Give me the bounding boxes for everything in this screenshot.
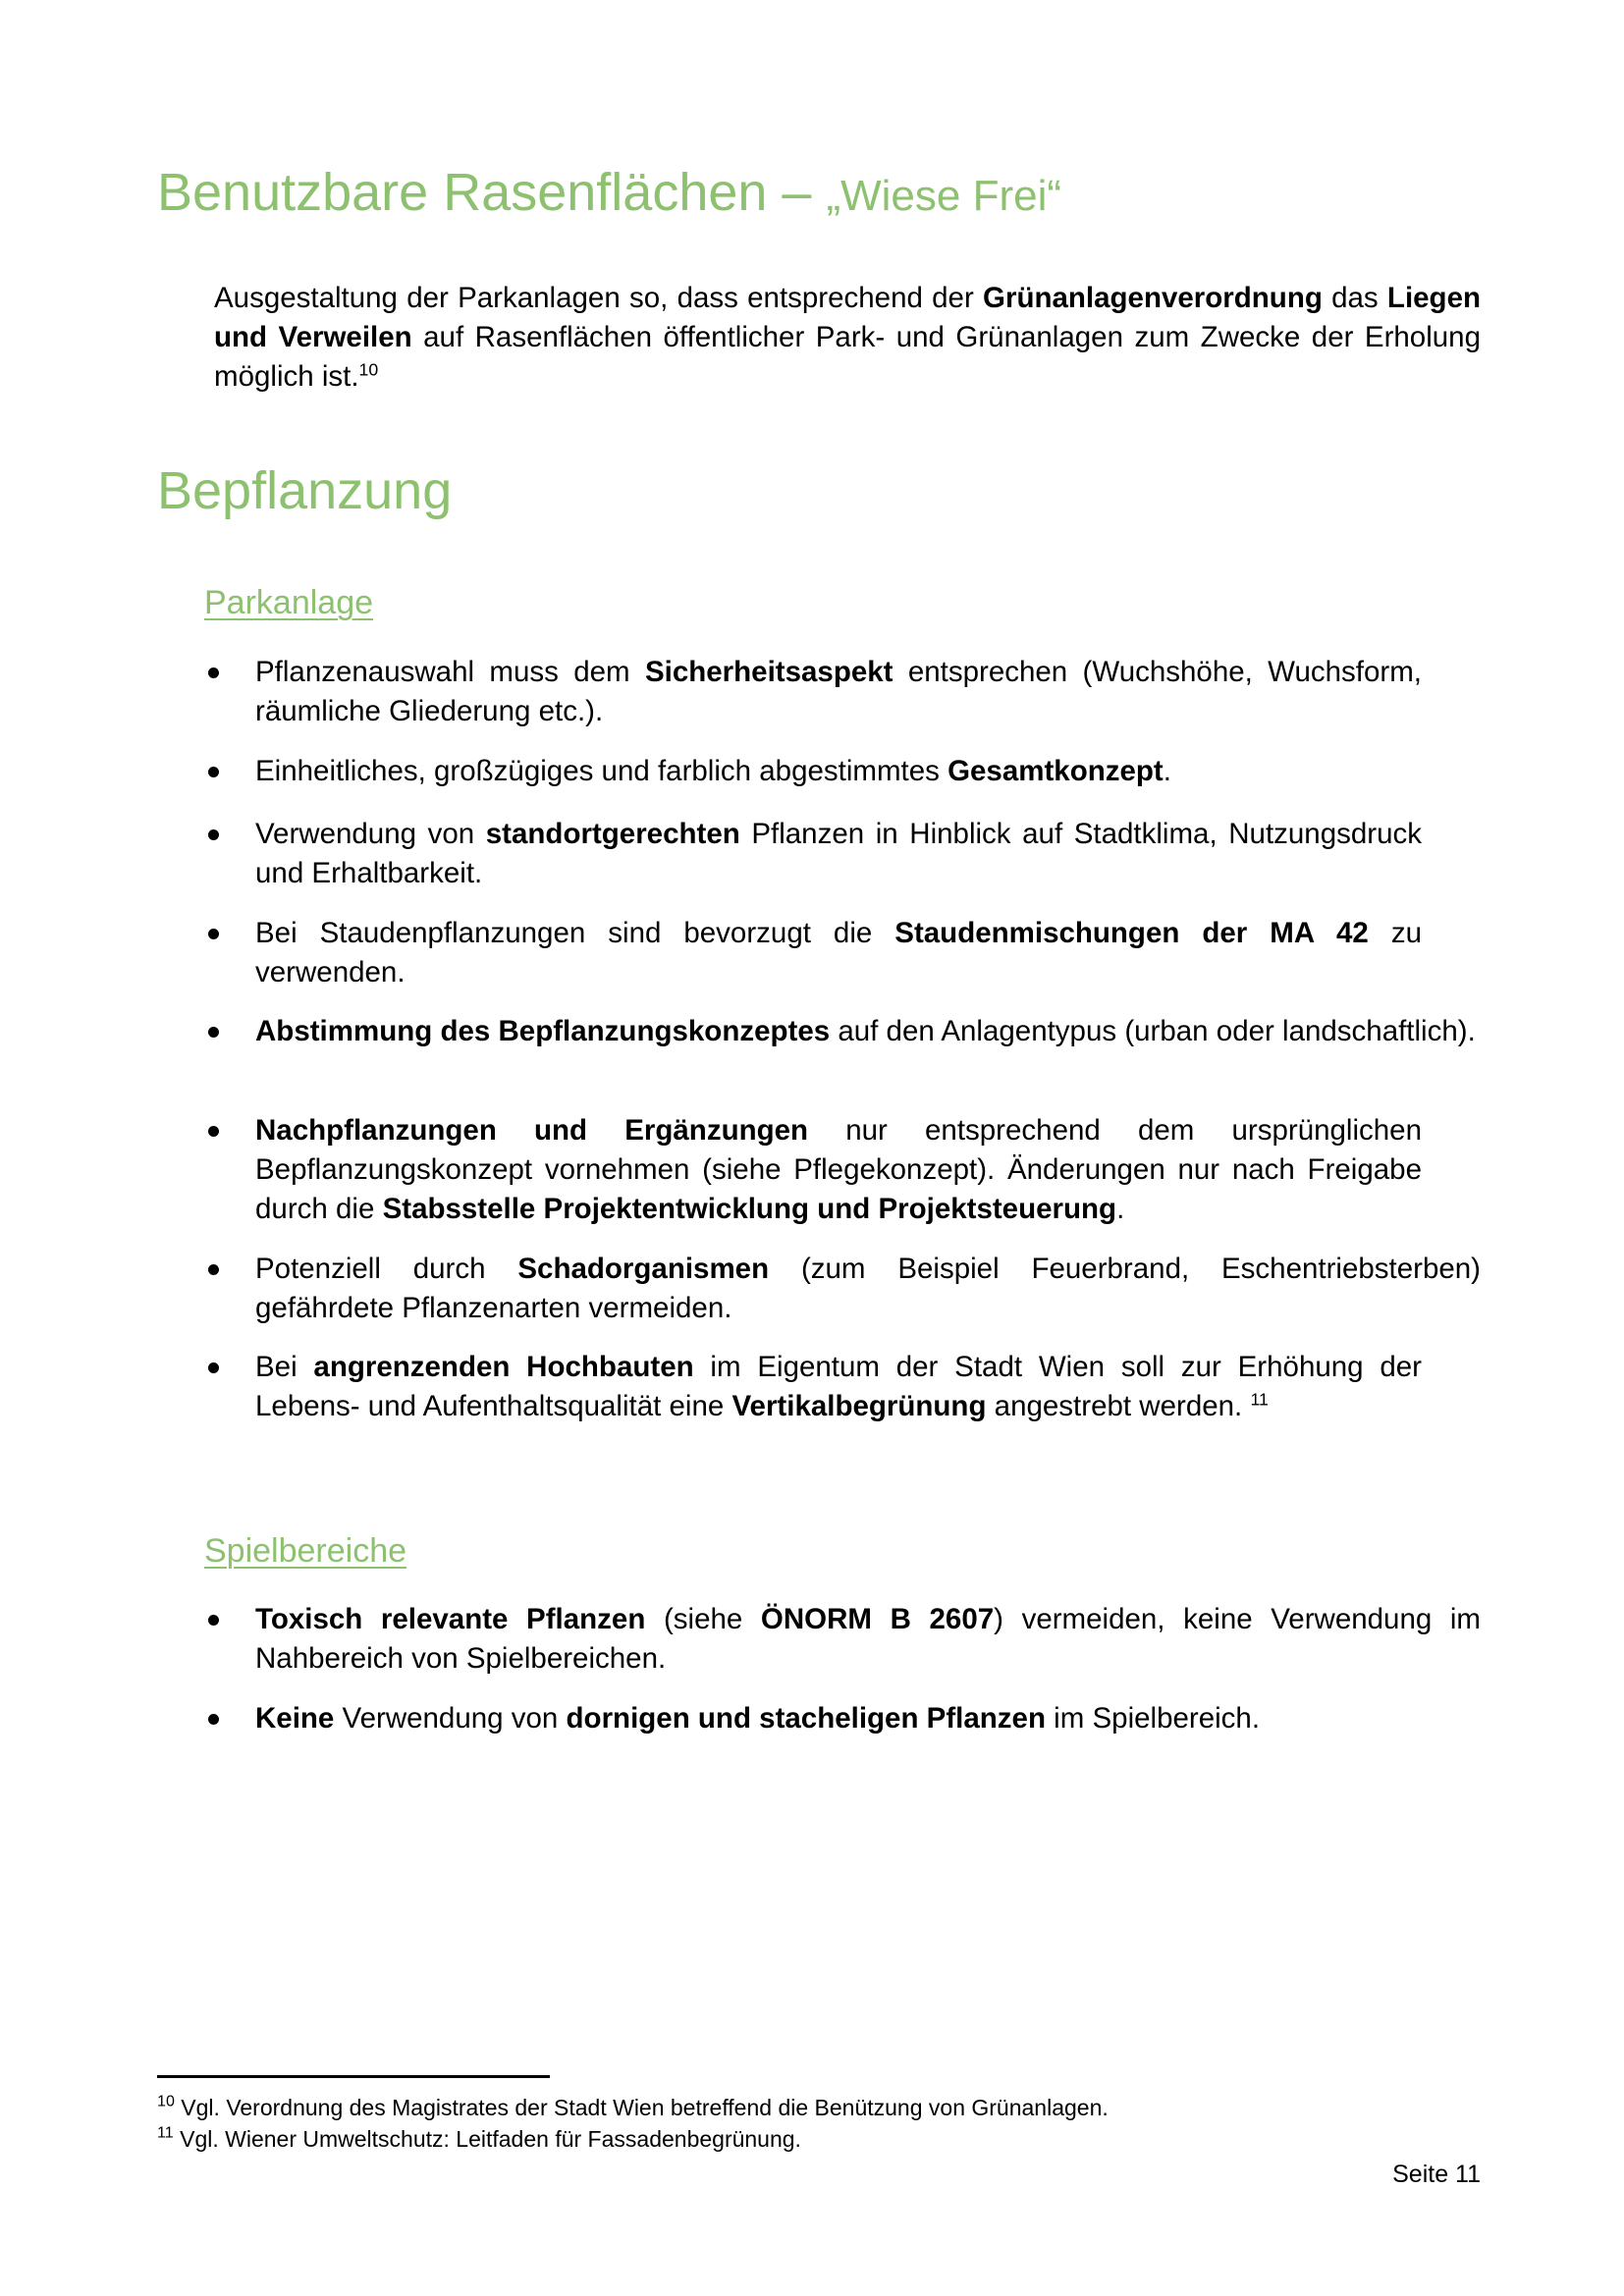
bold-run: Stabsstelle Projektentwicklung und Projektsteuerung xyxy=(382,1193,1117,1225)
text-run: im Spielbereich. xyxy=(1045,1702,1261,1735)
footnote-10 xyxy=(157,2093,1109,2122)
footnote-number: 10 xyxy=(157,2092,175,2110)
footnote-separator xyxy=(157,2075,550,2078)
list-item xyxy=(204,653,1422,731)
paragraph-wiese-frei xyxy=(214,279,1481,397)
footnote-number: 11 xyxy=(157,2123,174,2142)
text-run: Pflanzen in Hinblick auf Stadtklima, Nutzungsdruck und Erhaltbarkeit. xyxy=(255,818,1423,889)
bold-run: Nachpflanzungen und Ergänzungen xyxy=(255,1114,809,1147)
bold-run: Abstimmung des Bepflanzungskonzeptes xyxy=(255,1015,831,1047)
bold-run: Schadorganismen xyxy=(517,1253,770,1285)
text-run: Bei Staudenpflanzungen sind bevorzugt die xyxy=(255,917,895,949)
text-run: . xyxy=(1163,755,1171,787)
bold-run: Keine xyxy=(255,1702,335,1735)
bold-run: angrenzenden Hochbauten xyxy=(313,1351,694,1383)
text-run: Einheitliches, großzügiges und farblich abgestimmtes xyxy=(255,755,948,787)
bold-run: ÖNORM B 2607 xyxy=(760,1603,995,1635)
footnote-text: Vgl. Wiener Umweltschutz: Leitfaden für Fassadenbegrünung. xyxy=(173,2126,801,2152)
heading-quote: „Wiese Frei“ xyxy=(826,172,1062,220)
text-run: entsprechen (Wuchshöhe, Wuchsform, räumliche Gliederung etc.). xyxy=(255,656,1422,727)
subheading-spielbereiche: Spielbereiche xyxy=(204,1532,407,1570)
bold-run: dornigen und stacheligen Pflanzen xyxy=(566,1702,1046,1735)
bold-run: Vertikalbegrünung xyxy=(731,1390,987,1422)
text-run: angestrebt werden. xyxy=(986,1390,1251,1422)
bold-run: Staudenmischungen der MA 42 xyxy=(894,917,1369,949)
list-item xyxy=(204,914,1422,992)
text-run: . xyxy=(1116,1193,1125,1225)
text-run: nur entsprechend dem ursprünglichen Bepflanzungskonzept vornehmen (siehe Pflegekonzept). Änderungen nur nach Freigabe durch die xyxy=(255,1114,1422,1225)
footnote-ref[interactable]: 10 xyxy=(358,359,379,380)
bold-run: Gesamtkonzept xyxy=(947,755,1164,787)
bold-run: Liegen und Verweilen xyxy=(214,282,1481,353)
list-item xyxy=(204,1348,1422,1426)
bold-run: Grünanlagenverordnung xyxy=(983,282,1323,314)
list-item xyxy=(204,1111,1422,1229)
footnote-11 xyxy=(157,2124,801,2154)
list-item xyxy=(204,1012,1481,1051)
list-item xyxy=(204,1600,1481,1679)
bold-run: Toxisch relevante Pflanzen xyxy=(255,1603,646,1635)
heading-text: Benutzbare Rasenflächen – xyxy=(157,163,827,222)
text-run: Bei xyxy=(255,1351,314,1383)
footnote-ref[interactable]: 11 xyxy=(1250,1389,1269,1410)
heading-bepflanzung: Bepflanzung xyxy=(157,461,453,520)
page-number: Seite 11 xyxy=(1392,2161,1481,2188)
heading-benutzbare-rasenflaechen xyxy=(157,161,1061,228)
bold-run: standortgerechten xyxy=(485,818,740,850)
text-run: Pflanzenauswahl muss dem xyxy=(255,656,645,688)
text-run: (siehe xyxy=(645,1603,761,1635)
text-run: Potenziell durch xyxy=(255,1253,518,1285)
list-item xyxy=(204,1250,1481,1328)
list-item xyxy=(204,815,1422,893)
text-run: das xyxy=(1322,282,1387,314)
text-run: zu verwenden. xyxy=(255,917,1422,988)
text-run: ) vermeiden, keine Verwendung im Nahbereich von Spielbereichen. xyxy=(255,1603,1481,1675)
text-run: Verwendung von xyxy=(334,1702,567,1735)
footnote-text: Vgl. Verordnung des Magistrates der Stadt Wien betreffend die Benützung von Grünanlagen. xyxy=(174,2095,1109,2120)
text-run: im Eigentum der Stadt Wien soll zur Erhöhung der Lebens- und Aufenthaltsqualität eine xyxy=(255,1351,1422,1422)
bold-run: Sicherheitsaspekt xyxy=(644,656,893,688)
text-run: Verwendung von xyxy=(255,818,486,850)
text-run: auf den Anlagentypus (urban oder landschaftlich). xyxy=(830,1015,1476,1047)
text-run: Ausgestaltung der Parkanlagen so, dass entsprechend der xyxy=(214,282,984,314)
subheading-parkanlage: Parkanlage xyxy=(204,584,374,621)
list-item xyxy=(204,1699,1481,1738)
list-item xyxy=(204,752,1422,791)
text-run: (zum Beispiel Feuerbrand, Eschentriebsterben) gefährdete Pflanzenarten vermeiden. xyxy=(255,1253,1481,1324)
text-run: auf Rasenflächen öffentlicher Park- und Grünanlagen zum Zwecke der Erholung möglich ist. xyxy=(214,321,1481,393)
